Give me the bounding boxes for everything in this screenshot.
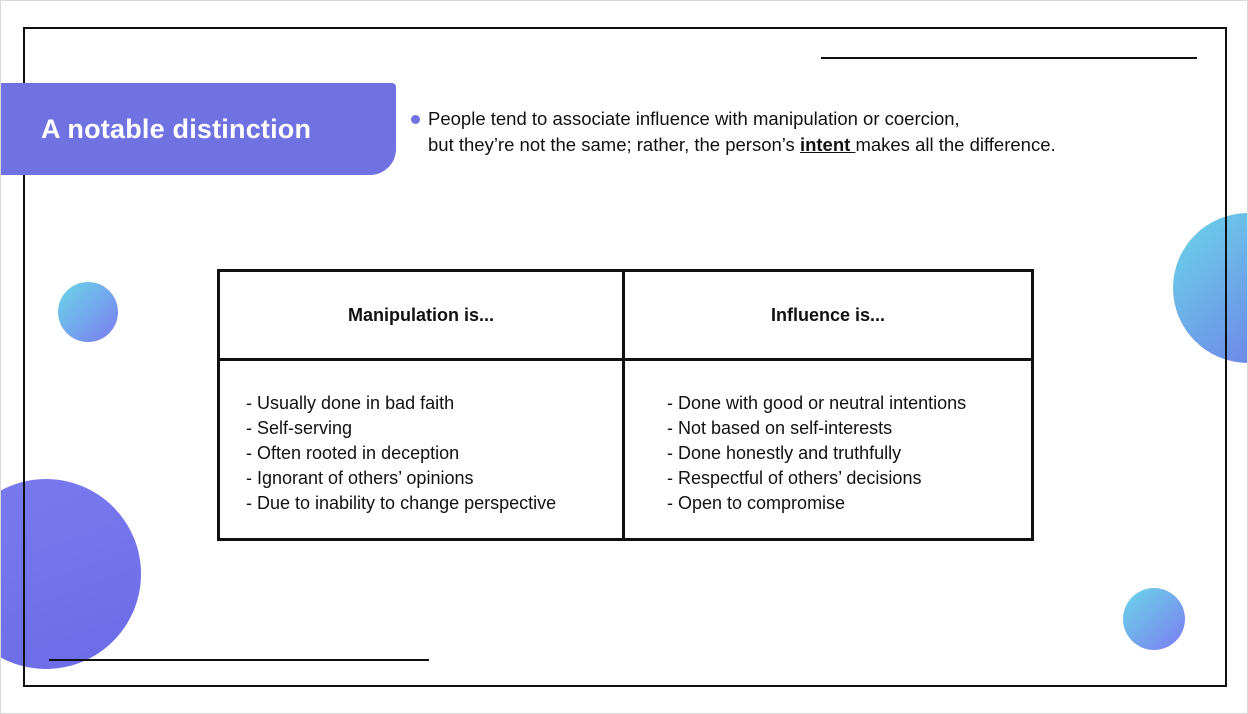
bullet-line-1: People tend to associate influence with manipulation or coercion, bbox=[428, 108, 960, 129]
page-title: A notable distinction bbox=[41, 113, 312, 144]
list-item: - Not based on self-interests bbox=[667, 418, 893, 438]
bullet-dot-icon bbox=[411, 115, 420, 124]
list-item: - Open to compromise bbox=[667, 493, 846, 513]
decorative-rule-top bbox=[821, 57, 1197, 59]
table-header-manipulation: Manipulation is... bbox=[220, 272, 625, 358]
list-item: - Often rooted in deception bbox=[246, 443, 460, 463]
list-item: - Respectful of others’ decisions bbox=[667, 468, 922, 488]
list-item: - Due to inability to change perspective bbox=[246, 493, 557, 513]
decorative-rule-bottom bbox=[49, 659, 429, 661]
list-item: - Ignorant of others’ opinions bbox=[246, 468, 474, 488]
manipulation-list-wrapper bbox=[220, 361, 622, 516]
table-header-row bbox=[220, 272, 1031, 361]
table-cell-influence bbox=[625, 361, 1031, 538]
list-item: - Done honestly and truthfully bbox=[667, 443, 902, 463]
bullet-text bbox=[428, 106, 1056, 158]
list-item: - Self-serving bbox=[246, 418, 353, 438]
list-item: - Usually done in bad faith bbox=[246, 393, 455, 413]
bullet-block bbox=[411, 106, 1211, 158]
list-item: - Done with good or neutral intentions bbox=[667, 393, 967, 413]
influence-list bbox=[667, 391, 1031, 516]
bullet-line-2-pre: but they’re not the same; rather, the person’s bbox=[428, 134, 800, 155]
table-cell-manipulation bbox=[220, 361, 625, 538]
bullet-line-2-post: makes all the difference. bbox=[855, 134, 1056, 155]
influence-list-wrapper bbox=[625, 361, 1031, 516]
comparison-table bbox=[217, 269, 1034, 541]
title-banner bbox=[0, 83, 396, 175]
table-body-row bbox=[220, 361, 1031, 538]
table-header-influence: Influence is... bbox=[770, 304, 886, 325]
manipulation-list bbox=[246, 391, 622, 516]
bullet-line-2 bbox=[428, 132, 1056, 158]
bullet-line-2-emphasis: intent bbox=[799, 134, 856, 155]
